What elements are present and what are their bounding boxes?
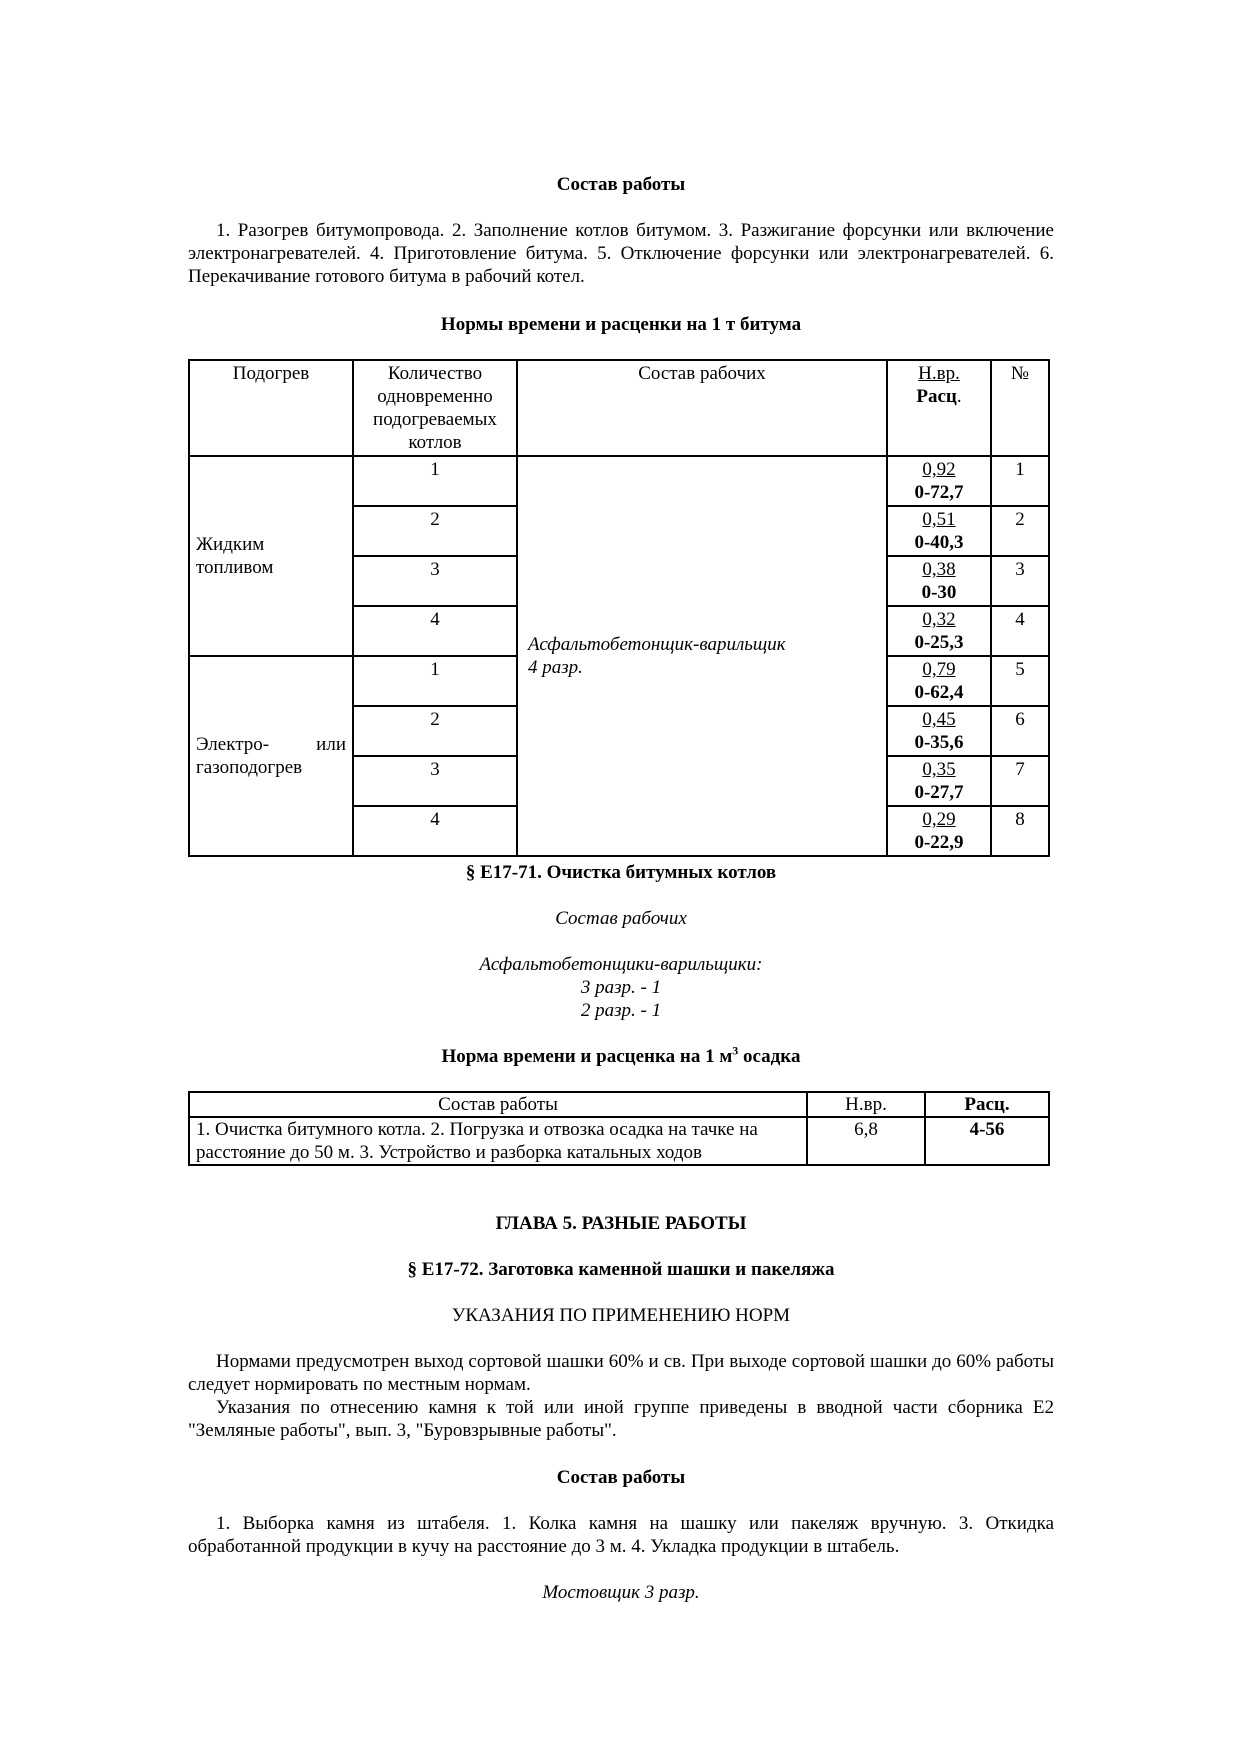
row-rate bbox=[887, 556, 991, 606]
instructions-paragraph: Указания по отнесению камня к той или иной группе приведены в вводной части сборника Е2 "Земляные работы", вып. 3, "Буровзрывные работы". bbox=[188, 1397, 1054, 1441]
row-qty: 2 bbox=[353, 706, 517, 756]
row-num: 6 bbox=[991, 706, 1049, 756]
row-rasc: 0-35,6 bbox=[914, 732, 964, 753]
row-nvr: 0,79 bbox=[922, 659, 956, 680]
row-qty: 4 bbox=[353, 606, 517, 656]
header-num: № bbox=[991, 360, 1049, 456]
row-num: 3 bbox=[991, 556, 1049, 606]
header-rasc: Расц. bbox=[925, 1092, 1049, 1117]
row-qty: 2 bbox=[353, 506, 517, 556]
row-rate bbox=[887, 656, 991, 706]
composition-title: Состав работы bbox=[556, 174, 686, 195]
row-rasc: 0-40,3 bbox=[914, 532, 964, 553]
chapter-title: ГЛАВА 5. РАЗНЫЕ РАБОТЫ bbox=[495, 1213, 747, 1234]
row-rate bbox=[887, 706, 991, 756]
header-rasc: Расц bbox=[916, 386, 957, 407]
table-header-row bbox=[189, 360, 1049, 456]
header-rasc-dot: . bbox=[956, 386, 962, 407]
composition-text: 1. Разогрев битумопровода. 2. Заполнение котлов битумом. 3. Разжигание форсунки или включение электронагревателей. 4. Приготовление битума. 5. Отключение форсунки или электронагревателей. 6. Перекачивание готового битума в рабочий котел. bbox=[188, 220, 1054, 287]
row-nvr: 0,92 bbox=[922, 459, 956, 480]
instructions-paragraph: Нормами предусмотрен выход сортовой шашки 60% и св. При выходе сортовой шашки до 60% работы следует нормировать по местным нормам. bbox=[188, 1351, 1054, 1395]
cell-nvr: 6,8 bbox=[807, 1117, 925, 1165]
heating-electric-gas: Электро- или газоподогрев bbox=[189, 656, 353, 856]
instructions-body bbox=[188, 1350, 1054, 1442]
row-qty: 1 bbox=[353, 656, 517, 706]
header-nvr-rasc bbox=[887, 360, 991, 456]
row-nvr: 0,29 bbox=[922, 809, 956, 830]
workers-list-line2: 3 разр. - 1 bbox=[580, 977, 662, 998]
row-rate bbox=[887, 806, 991, 856]
workers-line2: 4 разр. bbox=[528, 657, 583, 678]
cell-rasc: 4-56 bbox=[925, 1117, 1049, 1165]
header-composition: Состав работы bbox=[189, 1092, 807, 1117]
row-qty: 4 bbox=[353, 806, 517, 856]
workers-title: Состав рабочих bbox=[555, 908, 687, 929]
norm-title-prefix: Норма времени и расценка на 1 м bbox=[441, 1046, 733, 1067]
table-header-row bbox=[189, 1092, 1049, 1117]
row-num: 4 bbox=[991, 606, 1049, 656]
composition-text-2: 1. Выборка камня из штабеля. 1. Колка камня на шашку или пакеляж вручную. 3. Откидка обработанной продукции в кучу на расстояние до 3 м. 4. Укладка продукции в штабель. bbox=[188, 1513, 1054, 1557]
norm-title bbox=[188, 1045, 1054, 1068]
row-rasc: 0-25,3 bbox=[914, 632, 964, 653]
row-rasc: 0-62,4 bbox=[914, 682, 964, 703]
worker-line: Мостовщик 3 разр. bbox=[542, 1582, 700, 1603]
workers-line1: Асфальтобетонщик-варильщик bbox=[528, 634, 786, 655]
section-e17-71-title: § Е17-71. Очистка битумных котлов bbox=[465, 862, 777, 883]
header-quantity: Количество одновременно подогреваемых котлов bbox=[353, 360, 517, 456]
instructions-title: УКАЗАНИЯ ПО ПРИМЕНЕНИЮ НОРМ bbox=[451, 1305, 791, 1326]
header-nvr: Н.вр. bbox=[918, 363, 960, 384]
header-nvr: Н.вр. bbox=[807, 1092, 925, 1117]
workers-list-line3: 2 разр. - 1 bbox=[580, 1000, 662, 1021]
workers-list bbox=[188, 953, 1054, 1022]
row-rate bbox=[887, 606, 991, 656]
row-num: 2 bbox=[991, 506, 1049, 556]
norm-title-suffix: осадка bbox=[738, 1046, 801, 1067]
header-heating: Подогрев bbox=[189, 360, 353, 456]
row-num: 8 bbox=[991, 806, 1049, 856]
table-row bbox=[189, 1117, 1049, 1165]
workers-list-line1: Асфальтобетонщики-варильщики: bbox=[479, 954, 763, 975]
row-rate bbox=[887, 456, 991, 506]
row-rasc: 0-27,7 bbox=[914, 782, 964, 803]
cleaning-norm-table bbox=[188, 1091, 1050, 1166]
workers-cell bbox=[517, 456, 887, 856]
row-nvr: 0,32 bbox=[922, 609, 956, 630]
table-row bbox=[189, 456, 1049, 506]
row-qty: 3 bbox=[353, 556, 517, 606]
heating-liquid-fuel: Жидким топливом bbox=[189, 456, 353, 656]
row-num: 1 bbox=[991, 456, 1049, 506]
row-nvr: 0,35 bbox=[922, 759, 956, 780]
row-qty: 1 bbox=[353, 456, 517, 506]
header-workers: Состав рабочих bbox=[517, 360, 887, 456]
norms-title: Нормы времени и расценки на 1 т битума bbox=[440, 314, 802, 335]
composition-title-2: Состав работы bbox=[556, 1467, 686, 1488]
row-num: 7 bbox=[991, 756, 1049, 806]
row-nvr: 0,45 bbox=[922, 709, 956, 730]
row-qty: 3 bbox=[353, 756, 517, 806]
section-e17-72-title: § Е17-72. Заготовка каменной шашки и пакеляжа bbox=[407, 1259, 835, 1280]
row-rate bbox=[887, 756, 991, 806]
row-rasc: 0-30 bbox=[921, 582, 957, 603]
cell-composition: 1. Очистка битумного котла. 2. Погрузка и отвозка осадка на тачке на расстояние до 50 м. 3. Устройство и разборка катальных ходов bbox=[189, 1117, 807, 1165]
row-nvr: 0,51 bbox=[922, 509, 956, 530]
row-rate bbox=[887, 506, 991, 556]
row-nvr: 0,38 bbox=[922, 559, 956, 580]
norms-table bbox=[188, 359, 1050, 857]
row-rasc: 0-22,9 bbox=[914, 832, 964, 853]
row-rasc: 0-72,7 bbox=[914, 482, 964, 503]
row-num: 5 bbox=[991, 656, 1049, 706]
norm-title-sup: 3 bbox=[732, 1043, 739, 1058]
